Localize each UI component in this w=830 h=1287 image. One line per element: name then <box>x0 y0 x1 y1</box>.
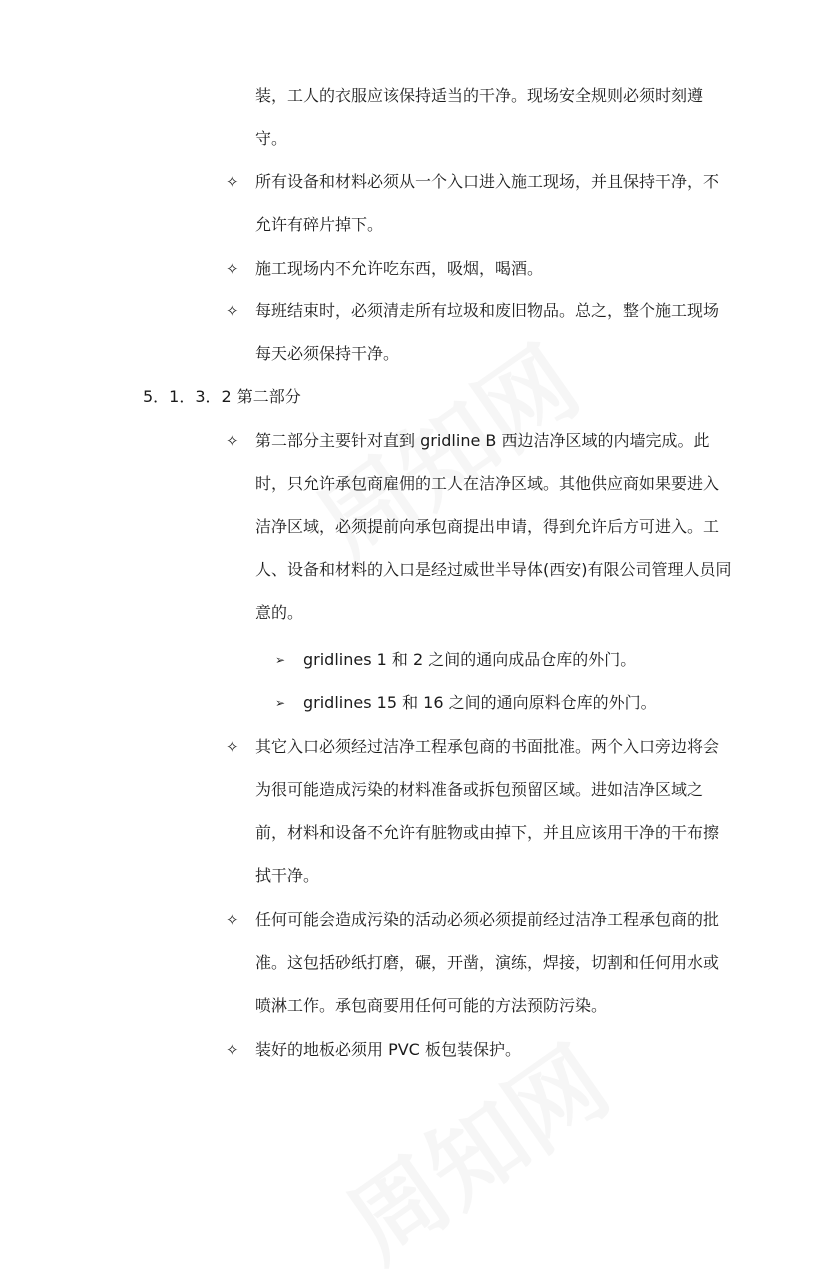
text-line: 洁净区域，必须提前向承包商提出申请，得到允许后方可进入。工 <box>255 517 720 536</box>
text-line: 其它入口必须经过洁净工程承包商的书面批准。两个入口旁边将会 <box>255 737 720 756</box>
text-line: 任何可能会造成污染的活动必须必须提前经过洁净工程承包商的批 <box>255 910 720 929</box>
diamond-bullet-icon: ✧ <box>226 911 239 929</box>
text-line: 拭干净。 <box>255 866 320 885</box>
text-line: 装，工人的衣服应该保持适当的干净。现场安全规则必须时刻遵 <box>255 86 704 105</box>
diamond-bullet-icon: ✧ <box>226 738 239 756</box>
diamond-bullet-icon: ✧ <box>226 1041 239 1059</box>
diamond-bullet-icon: ✧ <box>226 260 239 278</box>
text-line: gridlines 15 和 16 之间的通向原料仓库的外门。 <box>303 693 657 712</box>
text-line: 第二部分主要针对直到 gridline B 西边洁净区域的内墙完成。此 <box>255 431 710 450</box>
text-line: 施工现场内不允许吃东西，吸烟，喝酒。 <box>255 259 544 278</box>
text-line: 每天必须保持干净。 <box>255 344 400 363</box>
text-line: 允许有碎片掉下。 <box>255 215 384 234</box>
section-heading: 5．1．3．2 第二部分 <box>143 387 301 406</box>
text-line: 人、设备和材料的入口是经过威世半导体(西安)有限公司管理人员同 <box>255 560 732 579</box>
diamond-bullet-icon: ✧ <box>226 302 239 320</box>
text-line: 守。 <box>255 129 288 148</box>
diamond-bullet-icon: ✧ <box>226 432 239 450</box>
text-line: 前，材料和设备不允许有脏物或由掉下，并且应该用干净的干布擦 <box>255 823 720 842</box>
text-line: 准。这包括砂纸打磨，碾，开凿，演练，焊接，切割和任何用水或 <box>255 953 720 972</box>
text-line: 所有设备和材料必须从一个入口进入施工现场，并且保持干净，不 <box>255 172 720 191</box>
text-line: 每班结束时，必须清走所有垃圾和废旧物品。总之，整个施工现场 <box>255 301 720 320</box>
text-line: gridlines 1 和 2 之间的通向成品仓库的外门。 <box>303 650 637 669</box>
arrow-bullet-icon: ➢ <box>275 696 286 710</box>
text-line: 装好的地板必须用 PVC 板包装保护。 <box>255 1040 521 1059</box>
diamond-bullet-icon: ✧ <box>226 173 239 191</box>
text-line: 为很可能造成污染的材料准备或拆包预留区域。进如洁净区域之 <box>255 780 704 799</box>
arrow-bullet-icon: ➢ <box>275 653 286 667</box>
text-line: 意的。 <box>255 603 304 622</box>
text-line: 喷淋工作。承包商要用任何可能的方法预防污染。 <box>255 996 608 1015</box>
text-line: 时，只允许承包商雇佣的工人在洁净区域。其他供应商如果要进入 <box>255 474 720 493</box>
